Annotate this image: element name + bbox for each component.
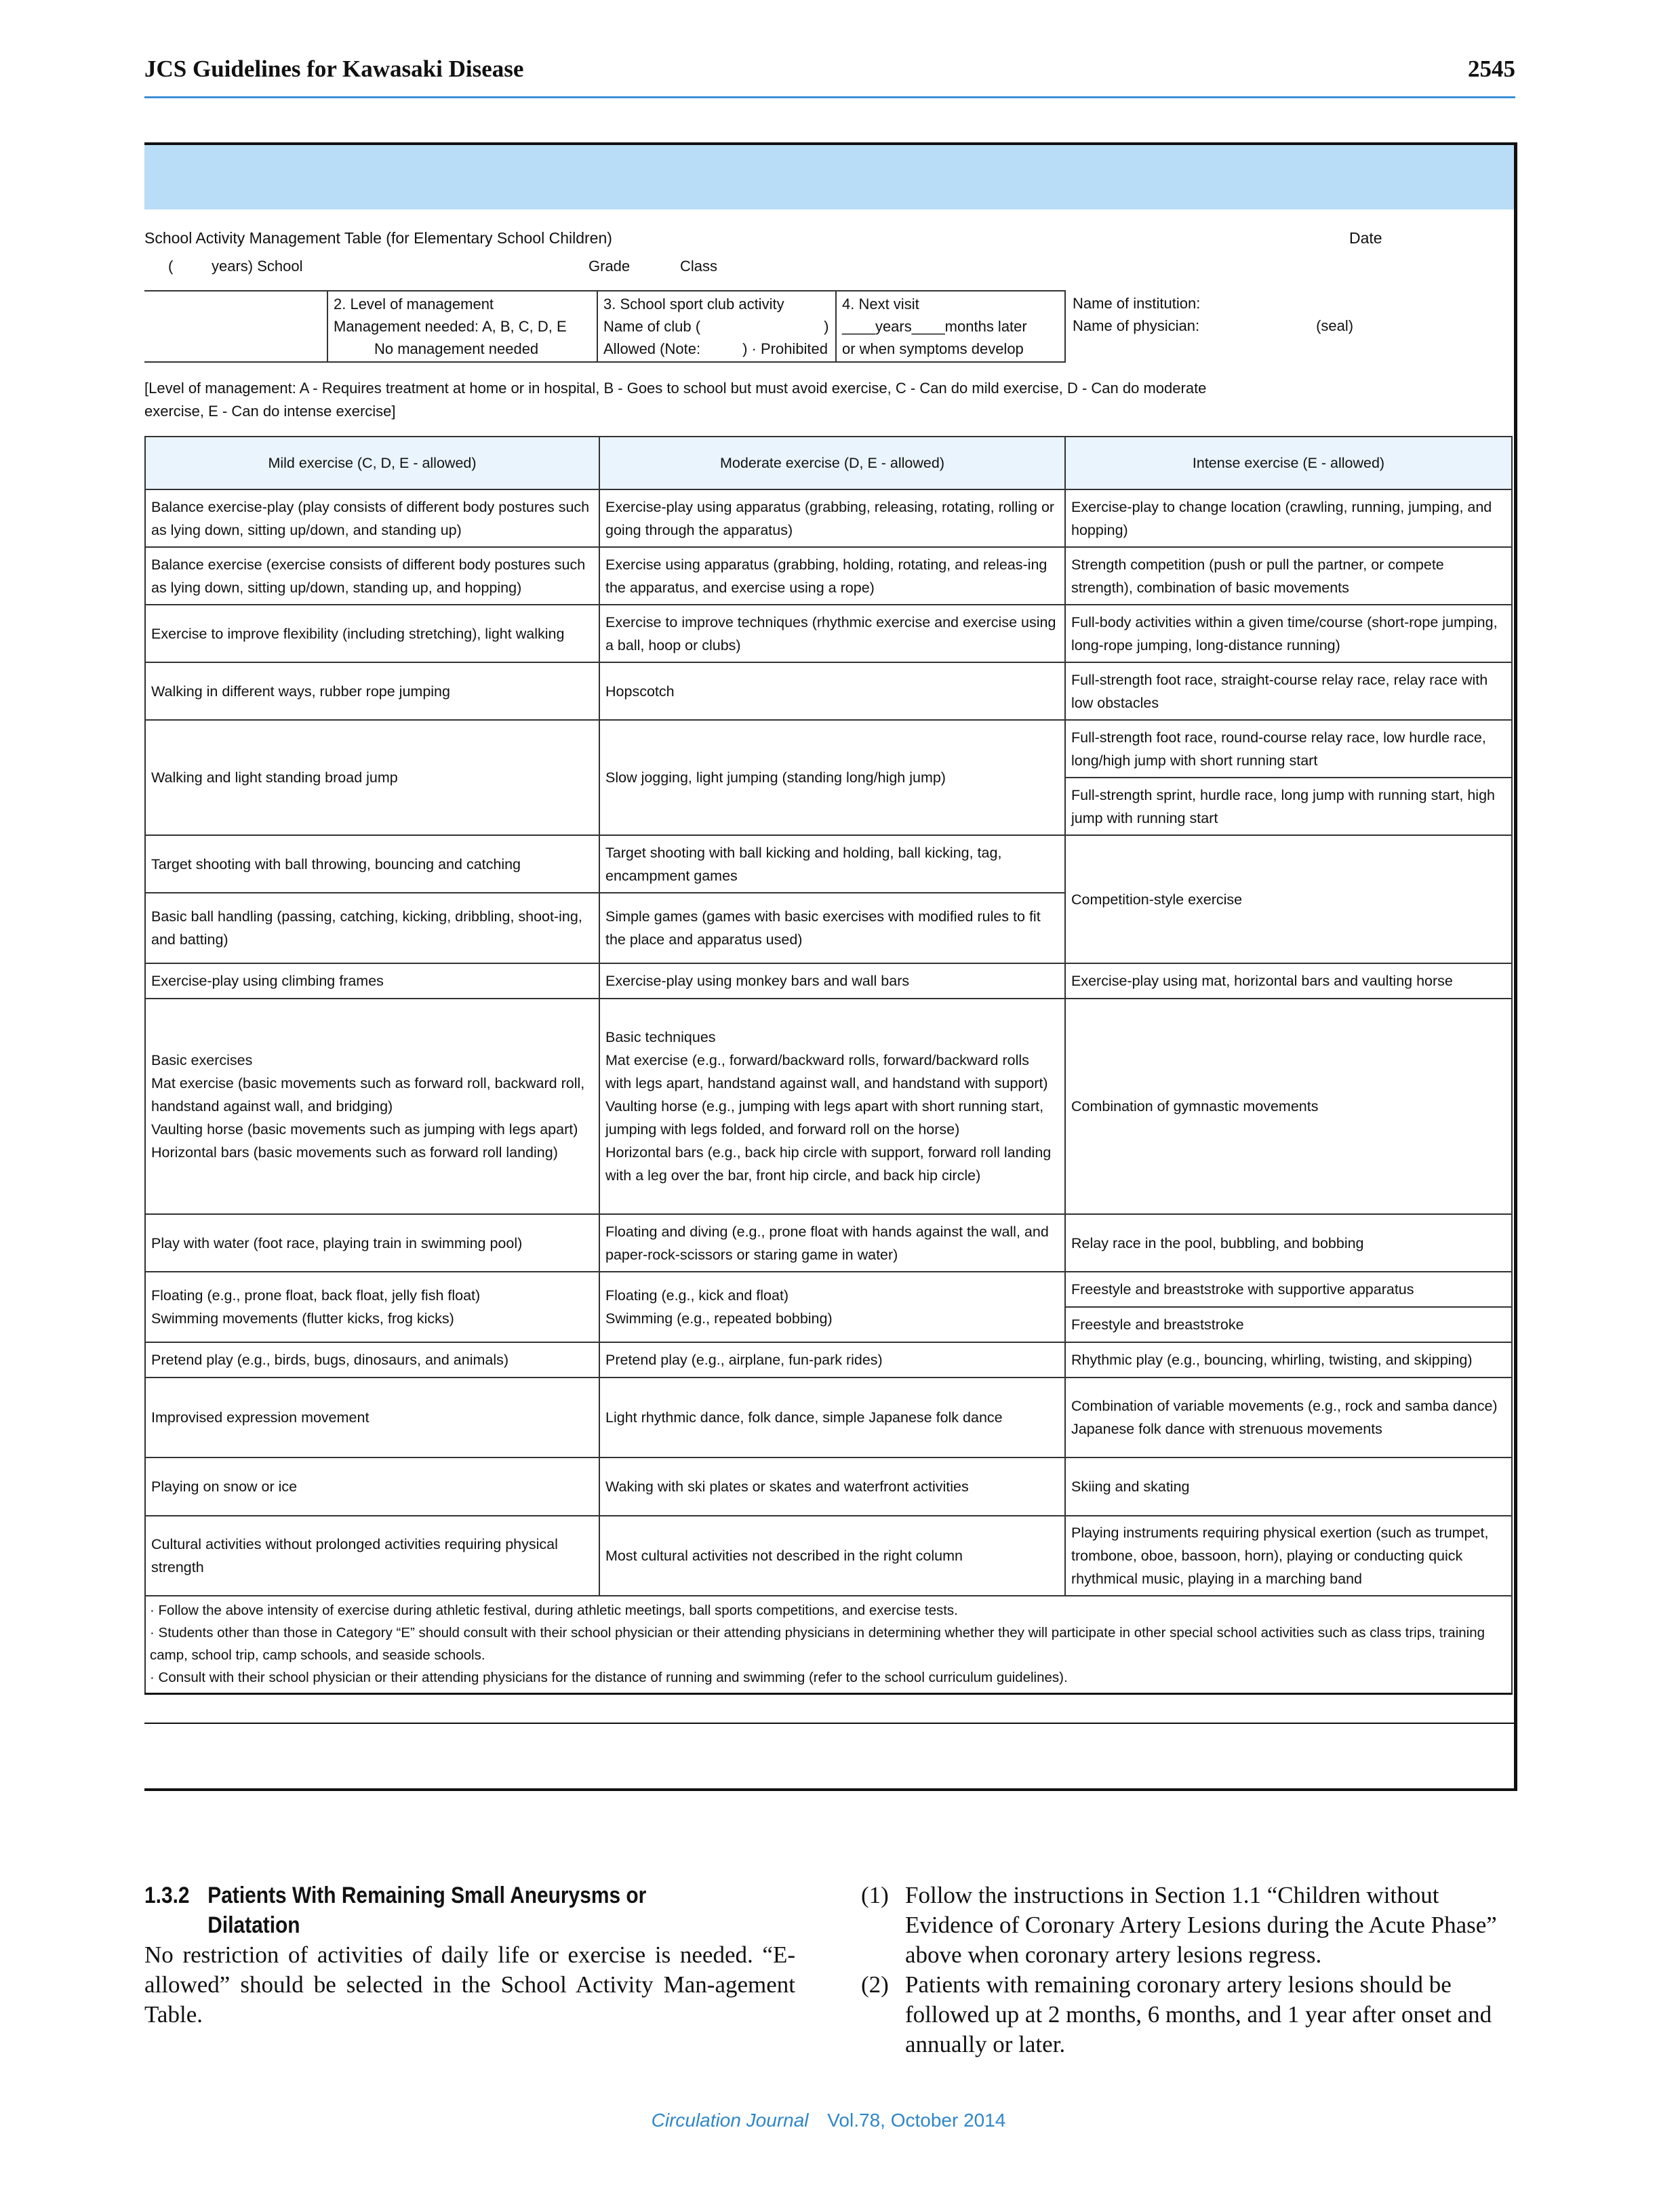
- list-item: [861, 1970, 1512, 2059]
- cell-moderate: Exercise to improve techniques (rhythmic exercise and exercise using a ball, hoop or clubs): [599, 605, 1065, 662]
- club-name-close: ): [824, 318, 829, 335]
- physician-label: Name of physician:: [1073, 317, 1200, 334]
- journal-volume: Vol.78, October 2014: [827, 2110, 1006, 2131]
- moderate-swim-line: Swimming (e.g., repeated bobbing): [605, 1310, 833, 1327]
- club-heading: 3. School sport club activity: [603, 296, 784, 313]
- table-row: [145, 1516, 1512, 1596]
- cell-moderate: Slow jogging, light jumping (standing long/high jump): [599, 720, 1065, 835]
- management-needed: Management needed: A, B, C, D, E: [334, 318, 567, 335]
- list-marker: (1): [861, 1882, 889, 1908]
- cell-intense: Freestyle and breaststroke: [1065, 1307, 1512, 1342]
- cell-moderate: Waking with ski plates or skates and waterfront activities: [599, 1457, 1065, 1516]
- frame-divider: [144, 1723, 1514, 1724]
- cell-intense: Relay race in the pool, bubbling, and bobbing: [1065, 1214, 1512, 1272]
- note-item: · Follow the above intensity of exercise during athletic festival, during athletic meetings, ball sports competitions, and exercise tests.: [150, 1603, 958, 1618]
- cell-moderate: Simple games (games with basic exercises with modified rules to fit the place and apparatus used): [599, 893, 1065, 963]
- level-of-management-cell: [327, 291, 597, 362]
- cell-moderate: Floating and diving (e.g., prone float with hands against the wall, and paper-rock-scissors or staring game in water): [599, 1214, 1065, 1272]
- cell-moderate: Exercise using apparatus (grabbing, holding, rotating, and releas-ing the apparatus, and exercise using a rope): [599, 547, 1065, 605]
- form-title: School Activity Management Table (for Elementary School Children): [144, 229, 612, 247]
- journal-name: Circulation Journal: [651, 2110, 809, 2131]
- header-intense: Intense exercise (E - allowed): [1065, 437, 1512, 489]
- list-marker: (2): [861, 1971, 889, 1998]
- section-number: 1.3.2: [144, 1883, 190, 1908]
- notes-row: [145, 1596, 1512, 1694]
- table-row: [145, 1342, 1512, 1378]
- cell-moderate: Most cultural activities not described in the right column: [599, 1516, 1065, 1596]
- header-moderate: Moderate exercise (D, E - allowed): [599, 437, 1065, 489]
- moderate-gym-line: Horizontal bars (e.g., back hip circle with support, forward roll landing with a leg over the bar, front hip circle, and back hip circle): [605, 1144, 1052, 1184]
- table-row: [145, 662, 1512, 720]
- page-number: 2545: [1468, 56, 1515, 82]
- cell-mild: Pretend play (e.g., birds, bugs, dinosaurs, and animals): [145, 1342, 599, 1378]
- cell-intense: Full-strength foot race, round-course relay race, low hurdle race, long/high jump with short running start: [1065, 720, 1512, 778]
- club-name-label: Name of club (: [603, 318, 701, 335]
- table-row: [145, 1457, 1512, 1516]
- cell-moderate: Exercise-play using apparatus (grabbing, releasing, rotating, rolling or going through the apparatus): [599, 489, 1065, 547]
- page-header: [144, 53, 1515, 98]
- cell-intense: Competition-style exercise: [1065, 835, 1512, 963]
- club-name-line: [603, 315, 830, 338]
- cell-moderate: Hopscotch: [599, 662, 1065, 720]
- mild-gym-line: Mat exercise (basic movements such as forward roll, backward roll, handstand against wall, and bridging): [151, 1075, 585, 1114]
- table-row: [145, 1378, 1512, 1457]
- class-label: Class: [680, 258, 718, 275]
- list-text: Follow the instructions in Section 1.1 “Children without Evidence of Coronary Artery Lesions during the Acute Phase” above when coronary artery lesions regress.: [905, 1882, 1497, 1968]
- institution-cell: [1065, 291, 1431, 362]
- cell-mild: Walking in different ways, rubber rope jumping: [145, 662, 599, 720]
- section-body: No restriction of activities of daily life or exercise is needed. “E-allowed” should be selected in the School Activity Man-agement Table.: [144, 1942, 795, 2028]
- club-allowed-line: [603, 338, 830, 360]
- cell-intense: Exercise-play to change location (crawling, running, jumping, and hopping): [1065, 489, 1512, 547]
- table-row: [145, 489, 1512, 547]
- no-management-needed: No management needed: [374, 340, 539, 357]
- management-table: [144, 290, 1431, 363]
- cell-intense: Full-body activities within a given time/course (short-rope jumping, long-rope jumping, long-distance running): [1065, 605, 1512, 662]
- sport-club-cell: [597, 291, 836, 362]
- cell-mild: [145, 1272, 599, 1342]
- table-row: [145, 1214, 1512, 1272]
- visit-symptoms: or when symptoms develop: [842, 340, 1024, 357]
- header-mild: Mild exercise (C, D, E - allowed): [145, 437, 599, 489]
- cell-moderate: [599, 1272, 1065, 1342]
- physician-line: [1073, 315, 1425, 337]
- cell-mild: Balance exercise-play (play consists of different body postures such as lying down, sitting up/down, and standing up): [145, 489, 599, 547]
- table-header-row: [145, 437, 1512, 489]
- mild-gym-line: Basic exercises: [151, 1052, 253, 1068]
- cell-intense: Skiing and skating: [1065, 1457, 1512, 1516]
- cell-moderate: [599, 999, 1065, 1214]
- cell-mild: Basic ball handling (passing, catching, kicking, dribbling, shoot-ing, and batting): [145, 893, 599, 963]
- club-prohibited-label: ) · Prohibited: [742, 340, 828, 357]
- cell-mild: Cultural activities without prolonged activities requiring physical strength: [145, 1516, 599, 1596]
- activity-table: [144, 436, 1513, 1695]
- note-item: · Consult with their school physician or their attending physicians for the distance of running and swimming (refer to the school curriculum guidelines).: [150, 1670, 1068, 1685]
- cell-intense: Full-strength sprint, hurdle race, long jump with running start, high jump with running start: [1065, 778, 1512, 835]
- cell-moderate: Exercise-play using monkey bars and wall bars: [599, 963, 1065, 999]
- cell-intense: Exercise-play using mat, horizontal bars and vaulting horse: [1065, 963, 1512, 999]
- club-allowed-label: Allowed (Note:: [603, 340, 701, 357]
- list-text: Patients with remaining coronary artery lesions should be followed up at 2 months, 6 months, and 1 year after onset and annually or later.: [905, 1971, 1492, 2057]
- cell-moderate: Pretend play (e.g., airplane, fun-park rides): [599, 1342, 1065, 1378]
- mild-swim-line: Swimming movements (flutter kicks, frog kicks): [151, 1310, 454, 1327]
- table-caption-band: [144, 145, 1514, 209]
- moderate-gym-line: Mat exercise (e.g., forward/backward rolls, forward/backward rolls with legs apart, handstand against wall, and handstand with support): [605, 1052, 1048, 1091]
- intense-dance-line: Japanese folk dance with strenuous movements: [1071, 1421, 1382, 1437]
- cell-moderate: Target shooting with ball kicking and holding, ball kicking, tag, encampment games: [599, 835, 1065, 893]
- next-visit-cell: [836, 291, 1065, 362]
- institution-label: Name of institution:: [1073, 295, 1201, 312]
- date-label: Date: [1349, 229, 1382, 247]
- visit-heading: 4. Next visit: [842, 296, 919, 313]
- cell-intense: [1065, 1378, 1512, 1457]
- cell-intense: Rhythmic play (e.g., bouncing, whirling, twisting, and skipping): [1065, 1342, 1512, 1378]
- section-left-column: [144, 1881, 795, 2030]
- age-paren: (: [168, 258, 174, 275]
- cell-mild: [145, 999, 599, 1214]
- cell-mild: Walking and light standing broad jump: [145, 720, 599, 835]
- table-row: [145, 999, 1512, 1214]
- cell-mild: Exercise to improve flexibility (including stretching), light walking: [145, 605, 599, 662]
- level-of-management-note: [Level of management: A - Requires treatment at home or in hospital, B - Goes to school but must avoid exercise, C - Can do mild exercise, D - Can do moderate exercise, E - Can do intense exercise]: [144, 380, 1207, 420]
- mild-gym-line: Vaulting horse (basic movements such as jumping with legs apart): [151, 1121, 578, 1138]
- section-heading: [144, 1881, 788, 1940]
- page-footer: [0, 2110, 1657, 2131]
- years-school-label: years) School: [212, 258, 303, 275]
- moderate-gym-line: Vaulting horse (e.g., jumping with legs apart with short running start, jumping with legs folded, and forward roll on the horse): [605, 1098, 1044, 1138]
- cell-intense: Freestyle and breaststroke with supportive apparatus: [1065, 1272, 1512, 1307]
- running-title: JCS Guidelines for Kawasaki Disease: [144, 56, 524, 82]
- table-row: [145, 835, 1512, 893]
- table-notes: [145, 1596, 1512, 1694]
- moderate-swim-line: Floating (e.g., kick and float): [605, 1287, 789, 1304]
- section-heading-line2: Dilatation: [207, 1912, 300, 1938]
- cell-mild: Playing on snow or ice: [145, 1457, 599, 1516]
- cell-moderate: Light rhythmic dance, folk dance, simple Japanese folk dance: [599, 1378, 1065, 1457]
- table-row: [145, 1272, 1512, 1307]
- level-heading: 2. Level of management: [334, 296, 494, 313]
- cell-intense: Playing instruments requiring physical exertion (such as trumpet, trombone, oboe, bassoon, horn), playing or conducting quick rhythmical music, playing in a marching band: [1065, 1516, 1512, 1596]
- mild-swim-line: Floating (e.g., prone float, back float, jelly fish float): [151, 1287, 481, 1304]
- management-blank-cell: [144, 291, 327, 362]
- cell-intense: Full-strength foot race, straight-course relay race, relay race with low obstacles: [1065, 662, 1512, 720]
- cell-intense: Strength competition (push or pull the partner, or compete strength), combination of basic movements: [1065, 547, 1512, 605]
- cell-mild: Improvised expression movement: [145, 1378, 599, 1457]
- section-heading-line1: Patients With Remaining Small Aneurysms or: [207, 1883, 647, 1908]
- section-right-column: [861, 1881, 1512, 2059]
- cell-mild: Play with water (foot race, playing train in swimming pool): [145, 1214, 599, 1272]
- cell-mild: Balance exercise (exercise consists of different body postures such as lying down, sitting up/down, standing up, and hopping): [145, 547, 599, 605]
- cell-intense: Combination of gymnastic movements: [1065, 999, 1512, 1214]
- intense-dance-line: Combination of variable movements (e.g., rock and samba dance): [1071, 1398, 1498, 1414]
- table-row: [145, 605, 1512, 662]
- cell-mild: Exercise-play using climbing frames: [145, 963, 599, 999]
- grade-label: Grade: [588, 258, 631, 275]
- note-item: · Students other than those in Category “E” should consult with their school physician or their attending physicians in determining whether they will participate in other special school activities such as class trips, training camp, school trip, camp schools, and seaside schools.: [150, 1625, 1485, 1663]
- table-row: [145, 720, 1512, 778]
- seal-label: (seal): [1316, 317, 1354, 334]
- moderate-gym-line: Basic techniques: [605, 1029, 716, 1045]
- visit-interval: ____years____months later: [842, 318, 1027, 335]
- mild-gym-line: Horizontal bars (basic movements such as forward roll landing): [151, 1144, 558, 1161]
- table-row: [145, 963, 1512, 999]
- cell-mild: Target shooting with ball throwing, bouncing and catching: [145, 835, 599, 893]
- list-item: [861, 1881, 1512, 1970]
- table-row: [145, 547, 1512, 605]
